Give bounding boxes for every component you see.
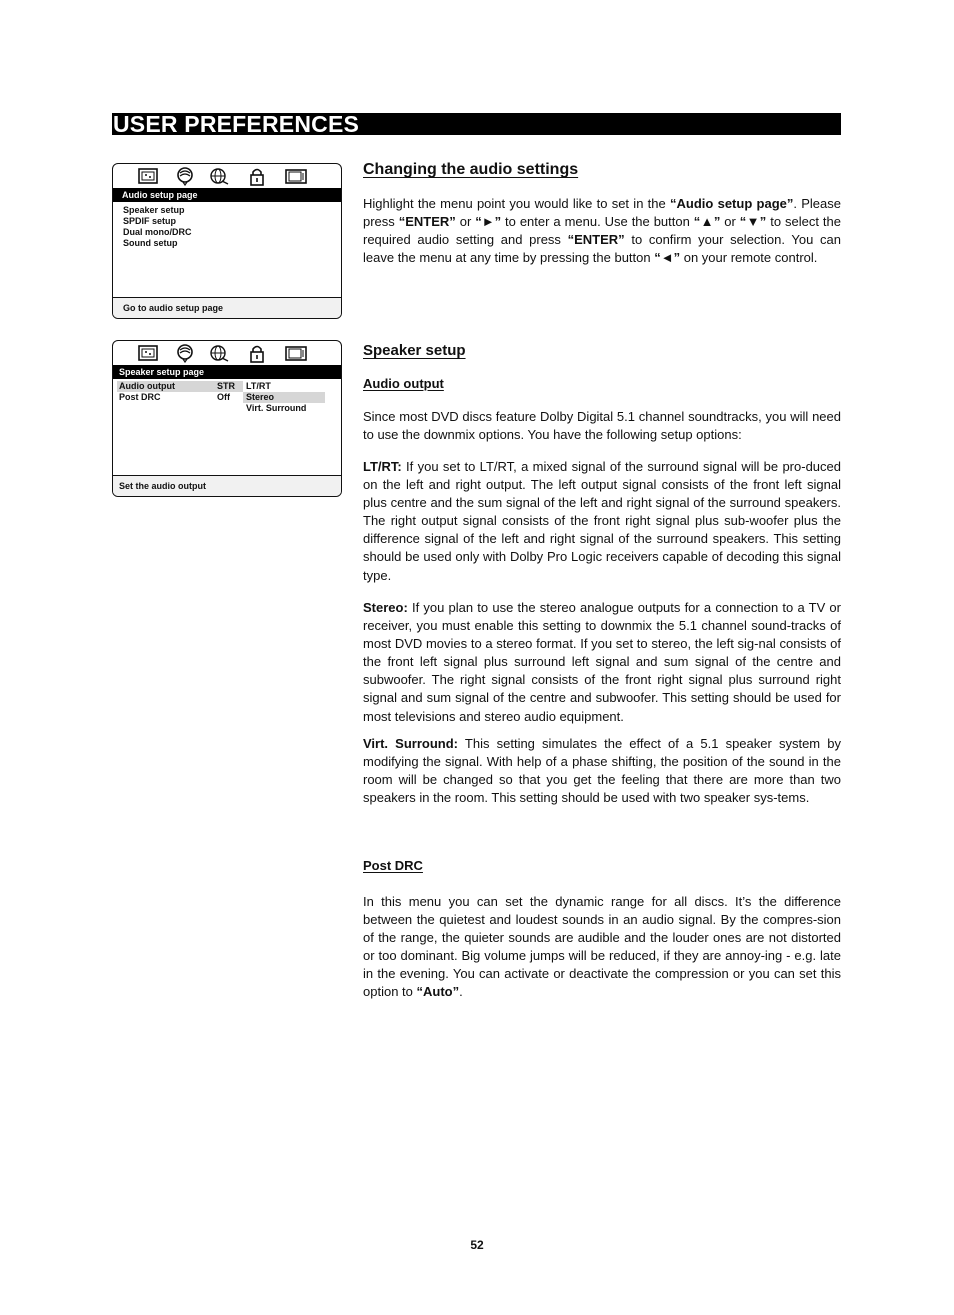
setting-audio-output-label[interactable]: Audio output: [117, 381, 243, 392]
audio-disc-icon: [174, 343, 196, 363]
menu-icon-row: [113, 164, 341, 188]
audio-disc-icon: [174, 166, 196, 186]
menu-header: Speaker setup page: [113, 365, 341, 379]
subheading-post-drc: Post DRC: [363, 858, 423, 873]
page-number: 52: [470, 1238, 484, 1252]
menu-item-spdif-setup[interactable]: SPDIF setup: [123, 216, 177, 226]
paragraph-stereo: Stereo: If you plan to use the stereo analogue outputs for a connection to a TV or receiver, you must enable this setting to downmix the 5.1 channel sound-tracks of most DVD movies to a stereo format. If you set to stereo, the left sig-nal consists of the front left signal plus surround left signal and sum signal of the centre and subwoofer. The right signal consists of the front right signal plus surround right signal and sum signal of the centre and subwoofer. This setting should be used for most televisions and stereo audio equipment.: [363, 600, 841, 724]
paragraph-changing-audio: Highlight the menu point you would like to set in the “Audio setup page”. Please press “ENTER” or “►” to enter a menu. Use the button “▲” or “▼” to select the required audio setting and press “ENTER” to confirm your selection. You can leave the menu at any time by pressing the button “◄” on your remote control.: [363, 196, 841, 266]
tv-screen-icon: [285, 343, 307, 363]
paragraph-downmix-intro: Since most DVD discs feature Dolby Digital 5.1 channel soundtracks, you will need to use the downmix options. You have the following setup options:: [363, 409, 841, 443]
menu-item-sound-setup[interactable]: Sound setup: [123, 238, 178, 248]
menu-item-list: [113, 202, 341, 249]
section-heading-speaker-setup: Speaker setup: [363, 342, 466, 359]
menu-item-speaker-setup[interactable]: Speaker setup: [123, 205, 185, 215]
option-virt-surround[interactable]: Virt. Surround: [246, 403, 307, 413]
padlock-icon: [246, 166, 268, 186]
tv-setup-icon: [137, 166, 159, 186]
audio-setup-menu: [112, 163, 342, 319]
setting-post-drc-label[interactable]: Post DRC: [119, 392, 161, 402]
menu-footer: Set the audio output: [113, 475, 341, 496]
section-heading-changing-audio: Changing the audio settings: [363, 161, 579, 178]
setting-audio-output-value: STR: [217, 381, 235, 391]
speaker-setup-menu: [112, 340, 342, 497]
menu-item-dual-mono-drc[interactable]: Dual mono/DRC: [123, 227, 192, 237]
option-lt-rt[interactable]: LT/RT: [246, 381, 271, 391]
paragraph-ltrt: LT/RT: If you set to LT/RT, a mixed signal of the surround signal will be pro-duced on the left and right output. The left output signal consists of the front left signal plus centre and the sum signal of the left and right signal of the surround speakers. The right output signal consists of the front right signal plus sub-woofer plus the difference signal of the left and right signal of the surround speakers. This setting should be used only with Dolby Pro Logic receivers capable of decoding this signal type.: [363, 459, 841, 583]
option-stereo[interactable]: Stereo: [243, 392, 325, 403]
paragraph-virt-surround: Virt. Surround: This setting simulates the effect of a 5.1 speaker system by modifying the signal. With help of a phase shifting, the position of the sound in the room will be changed so that you get the feeling that there are more than two speakers in the room. This setting should be used with two speaker sys-tems.: [363, 736, 841, 806]
padlock-icon: [246, 343, 268, 363]
page-title: USER PREFERENCES: [112, 113, 841, 135]
tv-screen-icon: [285, 166, 307, 186]
paragraph-post-drc: In this menu you can set the dynamic range for all discs. It’s the difference between the quietest and loudest sounds in an audio signal. By the compres-sion of the range, the quieter sounds are audible and the louder ones are not distorted or too dominant. Big volume jumps will be reduced, if they are annoy-ing - e.g. late in the evening. You can activate or deactivate the compression or you can set this option to “Auto”.: [363, 894, 841, 1000]
tv-setup-icon: [137, 343, 159, 363]
menu-footer: Go to audio setup page: [113, 297, 341, 318]
globe-language-icon: [208, 166, 230, 186]
menu-icon-row: [113, 341, 341, 365]
setting-post-drc-value: Off: [217, 392, 230, 402]
globe-language-icon: [208, 343, 230, 363]
menu-header: Audio setup page: [113, 188, 341, 202]
settings-grid: [113, 379, 341, 469]
subheading-audio-output: Audio output: [363, 376, 444, 391]
